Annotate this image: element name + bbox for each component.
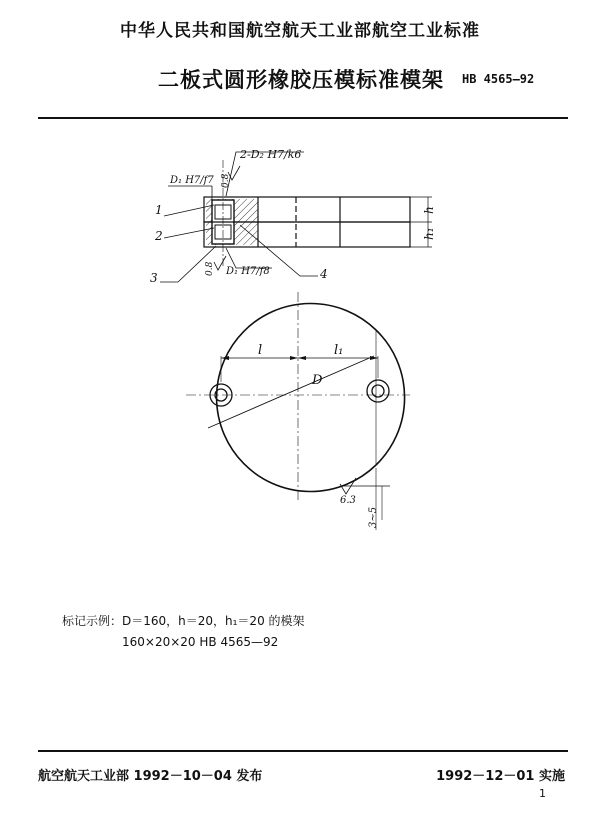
callout-3: 3 — [150, 271, 158, 285]
dim-l-label: l — [258, 343, 263, 358]
roughness-bottom-label: 0.8 — [205, 261, 215, 276]
fit-top-label: 2-D₂ H7/k6 — [240, 148, 302, 161]
page-number: 1 — [539, 787, 546, 800]
document-title: 二板式圆形橡胶压模标准模架 — [158, 68, 444, 92]
plate-outline — [217, 304, 376, 492]
guide-hole-right — [367, 380, 389, 402]
fit-left-bottom-label: D₁ H7/f8 — [226, 266, 270, 277]
roughness-plan-label: 6.3 — [340, 495, 356, 506]
footer-rule — [38, 750, 568, 752]
dim-l1-label: l₁ — [334, 343, 344, 358]
callout-2: 2 — [155, 229, 163, 243]
dim-h1-label: h₁ — [422, 227, 436, 240]
roughness-top-label: 0.8 — [221, 173, 231, 188]
marking-example-code: 160×20×20 HB 4565—92 — [122, 635, 279, 649]
standard-organization-header: 中华人民共和国航空航天工业部航空工业标准 — [120, 21, 480, 41]
dim-h-label: h — [422, 206, 436, 214]
section-view — [160, 152, 432, 282]
callout-4: 4 — [320, 267, 328, 281]
dim-D-label: D — [312, 373, 323, 388]
diameter-line — [208, 356, 374, 428]
callout-1: 1 — [155, 203, 163, 217]
standard-code: HB 4565—92 — [462, 72, 535, 86]
effective-date: 1992－12－01 实施 — [436, 769, 565, 784]
fit-left-top-label: D₁ H7/f7 — [170, 175, 214, 186]
issued-date: 航空航天工业部 1992－10－04 发布 — [38, 769, 263, 784]
plan-view — [186, 292, 410, 530]
dim-gap-label: 3~5 — [368, 506, 379, 528]
marking-example-label: 标记示例：D＝160，h＝20，h₁＝20 的模架 — [62, 614, 305, 628]
